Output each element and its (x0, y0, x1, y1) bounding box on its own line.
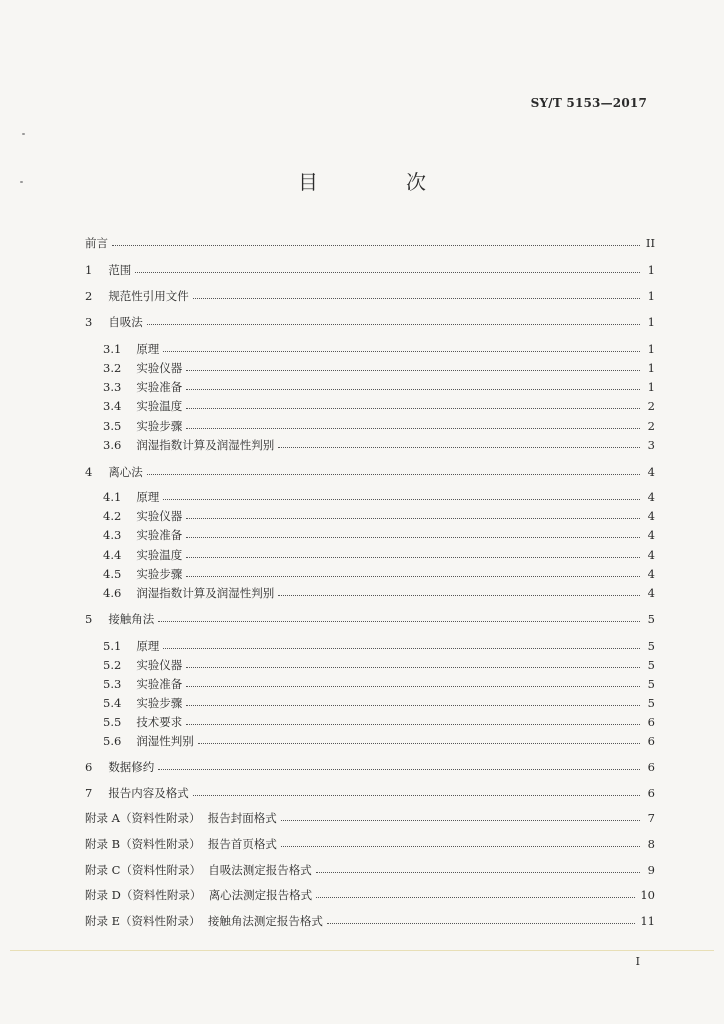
toc-entry[interactable] (85, 885, 655, 905)
toc-entry-number: 3.3 (103, 380, 122, 394)
toc-entry-page: 10 (640, 888, 655, 902)
toc-entry-page: 6 (647, 786, 655, 800)
dot-leader (158, 620, 640, 622)
toc-entry-page: 1 (647, 342, 655, 356)
toc-entry-text: 范围 (108, 263, 132, 277)
toc-entry-text: 实验准备 (136, 528, 183, 542)
toc-entry-number: 5 (85, 612, 93, 626)
toc-entry-label (85, 860, 316, 880)
toc-entry-number: 4.6 (103, 586, 122, 600)
dot-leader (281, 845, 640, 847)
toc-entry-page: 6 (647, 760, 655, 774)
toc-entry-label (103, 731, 198, 751)
toc-entry-page: 2 (647, 419, 655, 433)
toc-entry-page: 11 (640, 914, 655, 928)
toc-entry-text: 实验温度 (136, 399, 183, 413)
toc-entry[interactable] (85, 860, 655, 880)
toc-entry-text: 数据修约 (108, 760, 155, 774)
toc-entry-label (103, 525, 186, 545)
toc-entry-label (85, 312, 147, 332)
toc-entry-text: 原理 (136, 639, 160, 653)
dot-leader (198, 742, 640, 744)
toc-entry-number: 4.1 (103, 490, 122, 504)
toc-entry-text: 原理 (136, 490, 160, 504)
toc-entry-page: 5 (647, 677, 655, 691)
toc-entry-number: 3 (85, 315, 93, 329)
toc-entry-number: 5.6 (103, 734, 122, 748)
toc-entry-page: 1 (647, 289, 655, 303)
toc-entry[interactable] (85, 609, 655, 629)
toc-entry-label (85, 462, 147, 482)
toc-entry-label (103, 416, 186, 436)
toc-entry[interactable] (103, 636, 655, 656)
toc-entry-text: 报告首页格式 (207, 837, 277, 851)
toc-entry-number: 4.3 (103, 528, 122, 542)
toc-entry-label (103, 583, 278, 603)
dot-leader (186, 704, 640, 706)
toc-entry-label (85, 911, 327, 931)
toc-entry[interactable] (85, 911, 655, 931)
toc-entry[interactable] (103, 339, 655, 359)
toc-entry-page: 1 (647, 380, 655, 394)
toc-entry-number: 附录 E（资料性附录） (85, 914, 201, 928)
toc-entry-label (85, 808, 281, 828)
dot-leader (186, 685, 640, 687)
toc-entry-label (103, 396, 186, 416)
toc-entry-page: 4 (647, 548, 655, 562)
toc-entry[interactable] (85, 233, 655, 253)
toc-entry-number: 附录 C（资料性附录） (85, 863, 201, 877)
toc-entry-page: 1 (647, 315, 655, 329)
dot-leader (316, 896, 635, 898)
toc-entry-label (103, 506, 186, 526)
toc-entry-page: 4 (647, 465, 655, 479)
toc-entry-number: 6 (85, 760, 93, 774)
toc-entry[interactable] (103, 396, 655, 416)
toc-entry-text: 报告封面格式 (207, 811, 277, 825)
toc-entry-number: 附录 B（资料性附录） (85, 837, 201, 851)
toc-entry-label (103, 358, 186, 378)
toc-entry-number: 4.2 (103, 509, 122, 523)
scan-speck (22, 133, 25, 135)
toc-entry-text: 自吸法测定报告格式 (208, 863, 312, 877)
toc-entry-label (103, 545, 186, 565)
toc-entry-number: 4.4 (103, 548, 122, 562)
toc-entry-label (103, 712, 186, 732)
toc-entry-label (85, 757, 158, 777)
toc-entry-text: 润湿指数计算及润湿性判别 (136, 586, 275, 600)
toc-entry-text: 实验仪器 (136, 658, 183, 672)
toc-entry-number: 5.1 (103, 639, 122, 653)
toc-entry[interactable] (103, 416, 655, 436)
toc-entry-text: 润湿指数计算及润湿性判别 (136, 438, 275, 452)
toc-entry-page: 5 (647, 696, 655, 710)
toc-entry-label (103, 636, 163, 656)
toc-entry[interactable] (85, 808, 655, 828)
toc-entry[interactable] (103, 545, 655, 565)
toc-entry-label (103, 435, 278, 455)
toc-entry-number: 附录 A（资料性附录） (85, 811, 201, 825)
dot-leader (186, 407, 640, 409)
dot-leader (278, 446, 640, 448)
dot-leader (186, 517, 640, 519)
toc-entry-number: 5.4 (103, 696, 122, 710)
toc-entry-number: 5.2 (103, 658, 122, 672)
toc-entry-page: 4 (647, 567, 655, 581)
toc-entry-text: 实验仪器 (136, 509, 183, 523)
toc-entry-text: 接触角法 (108, 612, 155, 626)
toc-entry-text: 实验温度 (136, 548, 183, 562)
dot-leader (278, 594, 640, 596)
toc-entry[interactable] (103, 358, 655, 378)
toc-entry[interactable] (103, 506, 655, 526)
toc-entry-number: 5.5 (103, 715, 122, 729)
toc-entry[interactable] (103, 583, 655, 603)
dot-leader (158, 768, 640, 770)
toc-entry[interactable] (103, 487, 655, 507)
toc-entry-text: 实验准备 (136, 677, 183, 691)
dot-leader (186, 369, 640, 371)
toc-entry[interactable] (85, 834, 655, 854)
toc-entry-page: 3 (647, 438, 655, 452)
toc-entry-label (85, 286, 193, 306)
toc-entry[interactable] (103, 435, 655, 455)
toc-entry-text: 实验准备 (136, 380, 183, 394)
toc-entry-text: 报告内容及格式 (108, 786, 189, 800)
toc-entry-text: 技术要求 (136, 715, 183, 729)
dot-leader (327, 922, 635, 924)
dot-leader (163, 350, 640, 352)
toc-entry-label (85, 834, 281, 854)
dot-leader (147, 323, 640, 325)
toc-entry-text: 离心法 (108, 465, 143, 479)
dot-leader (135, 271, 640, 273)
toc-entry[interactable] (85, 462, 655, 482)
toc-entry-text: 实验步骤 (136, 419, 183, 433)
toc-entry-page: 9 (647, 863, 655, 877)
toc-entry-number: 5.3 (103, 677, 122, 691)
toc-entry[interactable] (103, 377, 655, 397)
toc-entry[interactable] (85, 757, 655, 777)
toc-entry-number: 3.2 (103, 361, 122, 375)
dot-leader (186, 723, 640, 725)
toc-title: 目 次 (298, 170, 460, 194)
page-number: I (635, 955, 640, 968)
toc-entry-label (103, 487, 163, 507)
toc-entry-label (85, 885, 316, 905)
dot-leader (193, 794, 640, 796)
toc-entry-page: 7 (647, 811, 655, 825)
toc-entry-text: 实验仪器 (136, 361, 183, 375)
toc-entry-page: 6 (647, 734, 655, 748)
toc-entry-page: 4 (647, 586, 655, 600)
toc-entry-text: 实验步骤 (136, 696, 183, 710)
toc-entry[interactable] (103, 674, 655, 694)
toc-entry-text: 离心法测定报告格式 (208, 888, 313, 902)
dot-leader (163, 647, 640, 649)
toc-entry[interactable] (85, 312, 655, 332)
toc-entry[interactable] (103, 564, 655, 584)
toc-entry-page: 5 (647, 639, 655, 653)
toc-entry-page: 5 (647, 612, 655, 626)
toc-entry-text: 实验步骤 (136, 567, 183, 581)
toc-entry-number: 3.1 (103, 342, 122, 356)
toc-entry-text: 原理 (136, 342, 160, 356)
dot-leader (186, 427, 640, 429)
toc-entry[interactable] (103, 655, 655, 675)
toc-entry-label (103, 674, 186, 694)
toc-entry-text: 自吸法 (108, 315, 143, 329)
toc-entry-text: 前言 (85, 236, 108, 250)
toc-entry[interactable] (85, 260, 655, 280)
toc-entry[interactable] (103, 693, 655, 713)
toc-entry-text: 接触角法测定报告格式 (207, 914, 323, 928)
dot-leader (186, 556, 640, 558)
dot-leader (112, 244, 640, 246)
toc-entry-number: 7 (85, 786, 93, 800)
toc-entry-page: 1 (647, 263, 655, 277)
toc-entry-number: 3.5 (103, 419, 122, 433)
dot-leader (186, 575, 640, 577)
toc-entry[interactable] (103, 525, 655, 545)
toc-entry-number: 4 (85, 465, 93, 479)
toc-entry-text: 规范性引用文件 (108, 289, 189, 303)
dot-leader (193, 297, 640, 299)
toc-entry-page: 8 (647, 837, 655, 851)
toc-entry-page: 4 (647, 528, 655, 542)
toc-entry[interactable] (85, 286, 655, 306)
toc-entry-page: 4 (647, 490, 655, 504)
toc-entry[interactable] (103, 712, 655, 732)
dot-leader (281, 819, 640, 821)
toc-entry-page: 6 (647, 715, 655, 729)
toc-entry-text: 润湿性判别 (136, 734, 194, 748)
toc-entry-page: 4 (647, 509, 655, 523)
dot-leader (163, 498, 640, 500)
standard-number: SY/T 5153—2017 (530, 96, 647, 110)
toc-entry-label (103, 655, 186, 675)
toc-entry-number: 2 (85, 289, 93, 303)
toc-entry-label (103, 339, 163, 359)
dot-leader (186, 536, 640, 538)
toc-entry-number: 4.5 (103, 567, 122, 581)
toc-entry-label (85, 233, 112, 253)
dot-leader (316, 871, 640, 873)
dot-leader (186, 388, 640, 390)
bottom-rule (10, 950, 714, 951)
dot-leader (186, 666, 640, 668)
toc-entry-label (103, 377, 186, 397)
toc-entry-label (103, 693, 186, 713)
dot-leader (147, 473, 640, 475)
toc-entry[interactable] (85, 783, 655, 803)
toc-entry-number: 3.4 (103, 399, 122, 413)
toc-entry-page: 5 (647, 658, 655, 672)
toc-entry-page: 1 (647, 361, 655, 375)
toc-entry-label (103, 564, 186, 584)
toc-entry-label (85, 260, 135, 280)
toc-entry-page: II (645, 236, 655, 250)
toc-entry-number: 附录 D（资料性附录） (85, 888, 202, 902)
toc-entry-page: 2 (647, 399, 655, 413)
toc-entry-label (85, 609, 158, 629)
toc-entry-number: 3.6 (103, 438, 122, 452)
toc-entry-label (85, 783, 193, 803)
toc-entry[interactable] (103, 731, 655, 751)
toc-entry-number: 1 (85, 263, 93, 277)
